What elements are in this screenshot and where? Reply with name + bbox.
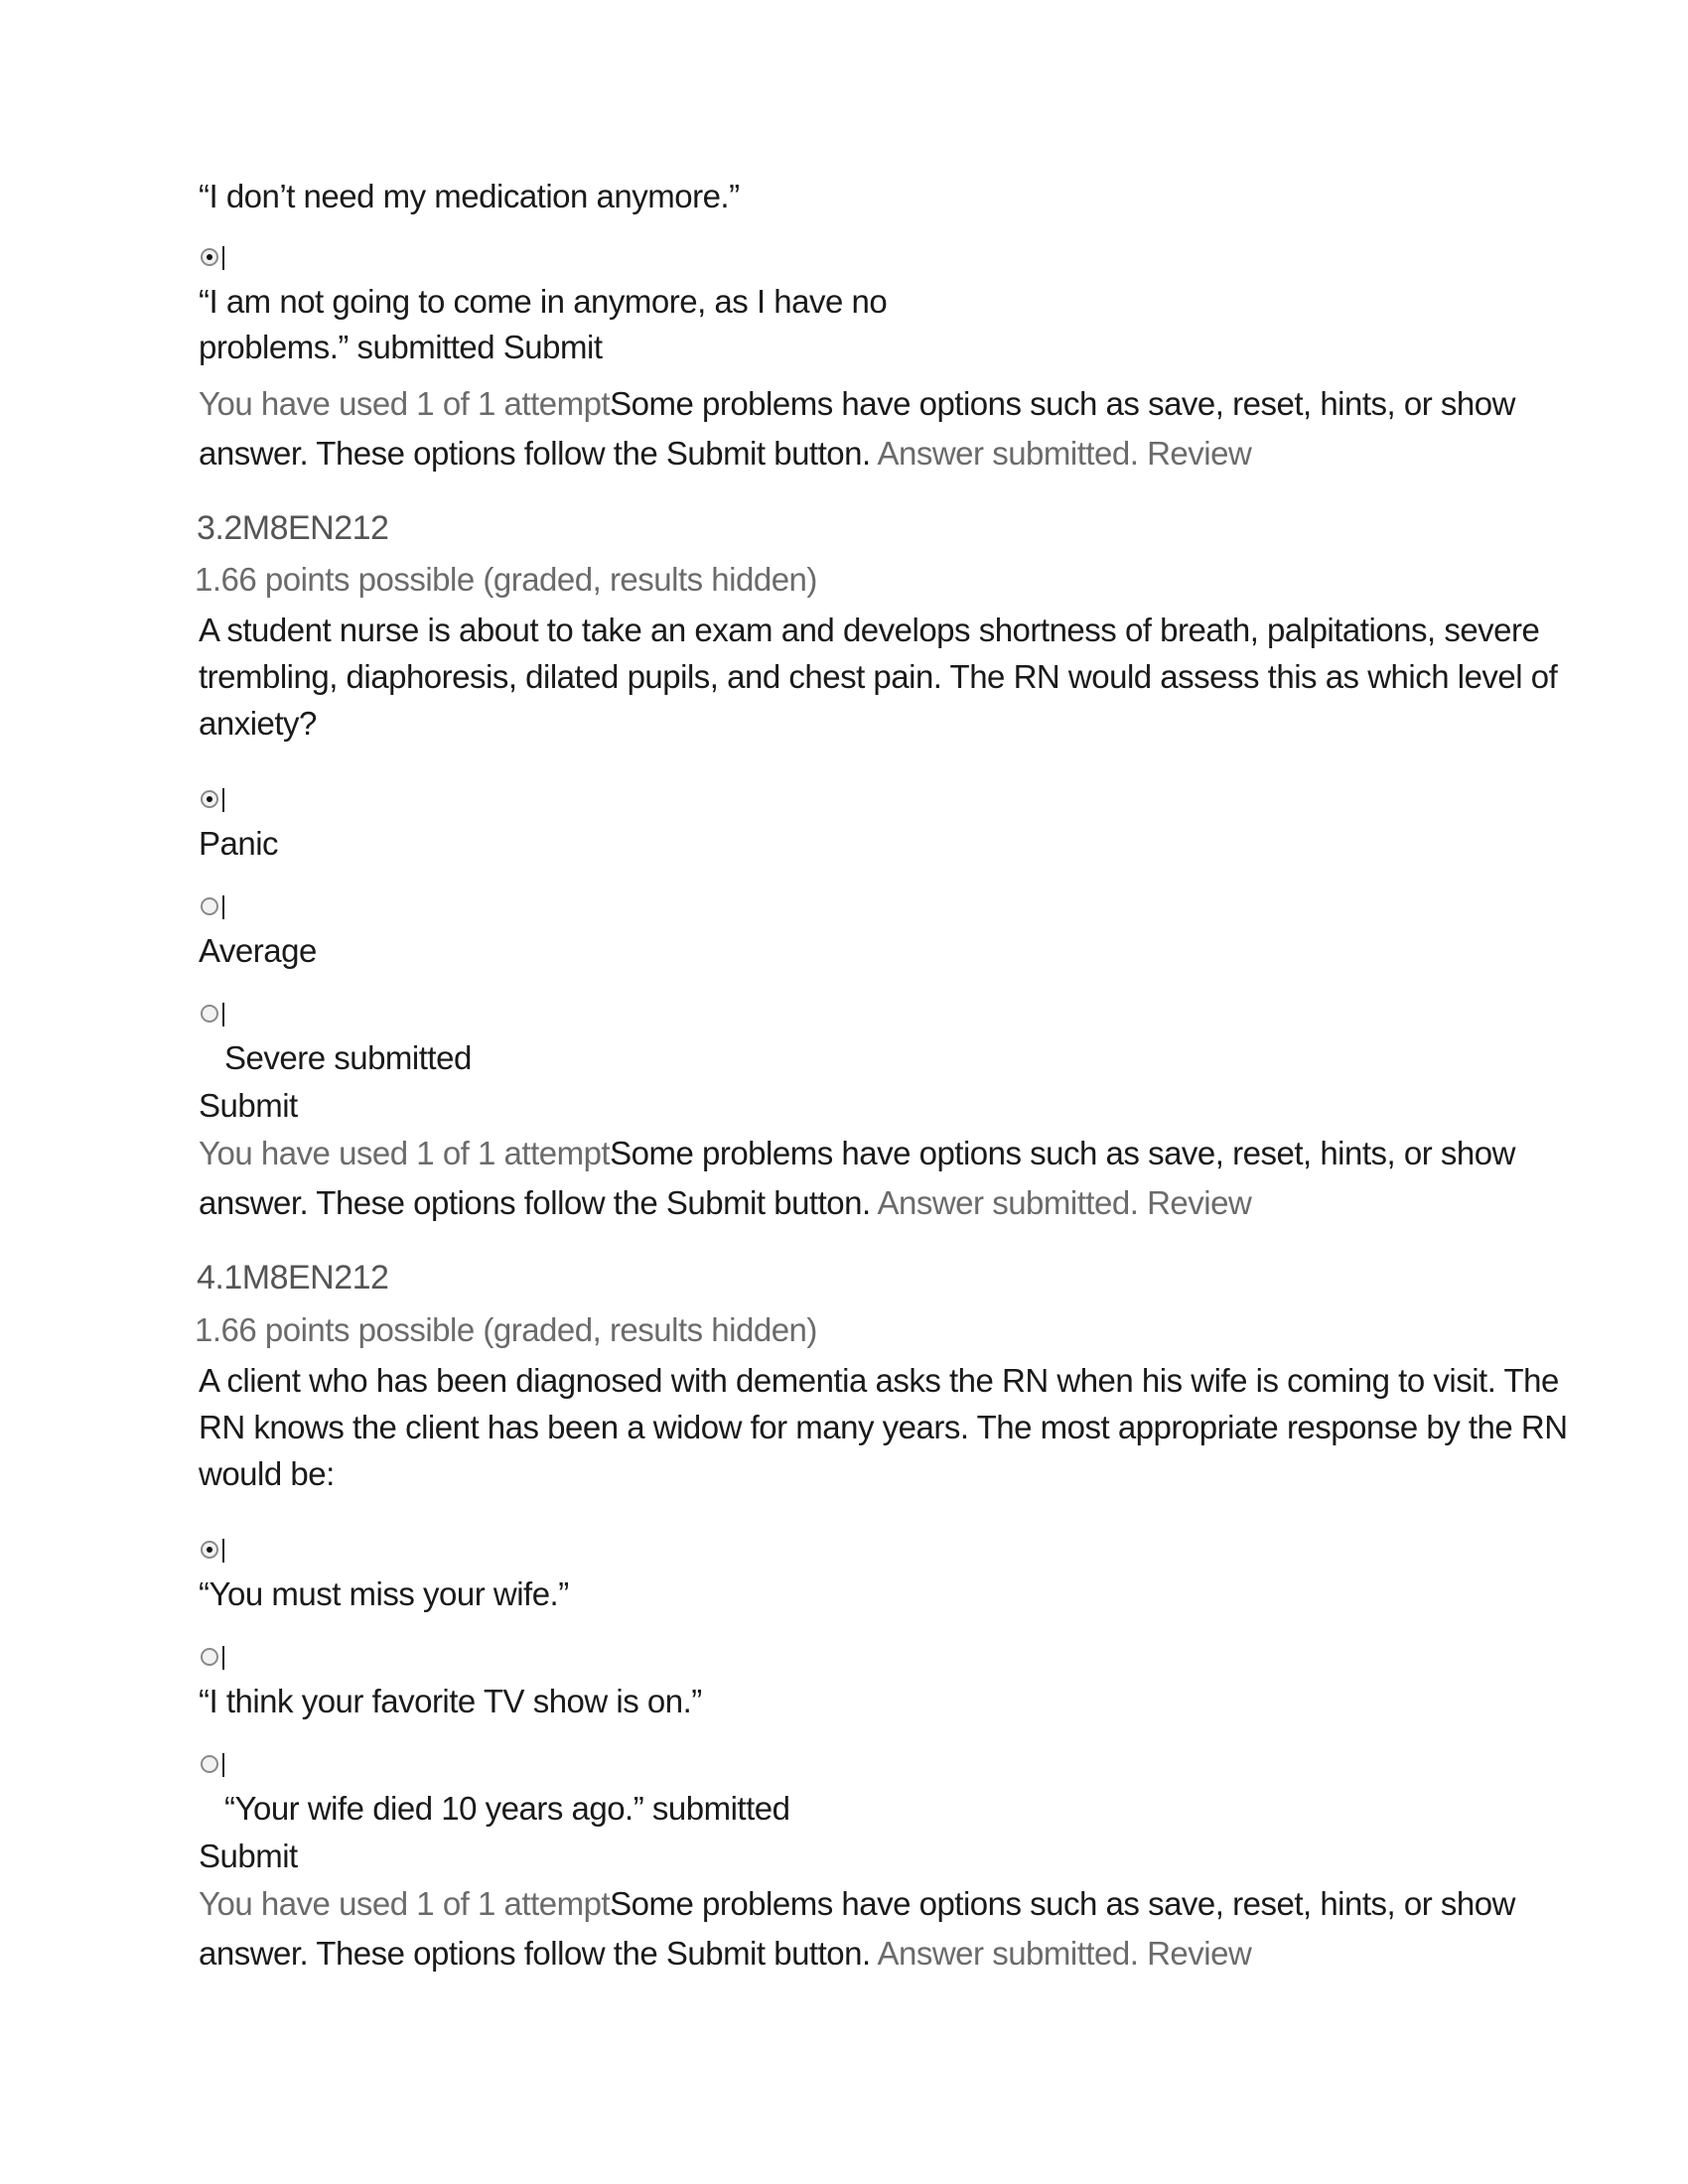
q2-option-text-prev: “I don’t need my medication anymore.”: [199, 178, 740, 214]
q3-submit-button[interactable]: Submit: [199, 1087, 298, 1124]
q2-hint-line2: [199, 432, 1251, 476]
q3-status: Answer submitted. Review: [870, 1184, 1252, 1221]
radio-unselected-icon: [201, 1755, 218, 1773]
q3-attempts-count: You have used 1 of 1 attempt: [199, 1135, 611, 1171]
q4-question-line3: would be:: [199, 1455, 335, 1492]
q2-attempts-count: You have used 1 of 1 attempt: [199, 385, 611, 422]
q4-points: 1.66 points possible (graded, results hidden): [195, 1311, 817, 1348]
q3-question-line3: anxiety?: [199, 705, 317, 742]
q2-option-text-selected-line1: “I am not going to come in anymore, as I have no: [199, 283, 888, 320]
q3-number: 3.2M8EN212: [197, 509, 389, 547]
radio-selected-icon: [201, 790, 218, 808]
q4-attempts-count: You have used 1 of 1 attempt: [199, 1885, 611, 1922]
q3-radio-average[interactable]: [201, 893, 230, 923]
q3-points: 1.66 points possible (graded, results hidden): [195, 561, 817, 598]
q3-hint-line2: [199, 1181, 1251, 1225]
radio-unselected-icon: [201, 897, 218, 915]
q4-number: 4.1M8EN212: [197, 1259, 389, 1297]
q3-question-line1: A student nurse is about to take an exam and develops shortness of breath, palpitations, severe: [199, 612, 1540, 648]
radio-unselected-icon: [201, 1005, 218, 1023]
q4-option-tv-show: “I think your favorite TV show is on.”: [199, 1683, 702, 1719]
q4-radio-wife-died[interactable]: [201, 1751, 230, 1781]
q4-option-miss-wife: “You must miss your wife.”: [199, 1575, 569, 1612]
q4-question-line2: RN knows the client has been a widow for many years. The most appropriate response by the RN: [199, 1409, 1568, 1445]
q4-hint-line2: [199, 1932, 1251, 1976]
q3-option-panic: Panic: [199, 825, 279, 862]
q4-attempts-hint-line1: [199, 1882, 1515, 1926]
q4-radio-miss-wife[interactable]: [201, 1537, 230, 1567]
q3-attempts-hint-line1: [199, 1132, 1515, 1175]
radio-selected-icon: [201, 248, 218, 266]
q3-hint-text: Some problems have options such as save, reset, hints, or show: [610, 1135, 1515, 1171]
q4-hint-text: Some problems have options such as save, reset, hints, or show: [610, 1885, 1515, 1922]
q4-status: Answer submitted. Review: [870, 1935, 1252, 1972]
q3-radio-severe[interactable]: [201, 1001, 230, 1030]
q4-option-wife-died: “Your wife died 10 years ago.” submitted: [224, 1790, 790, 1827]
radio-unselected-icon: [201, 1648, 218, 1666]
q4-hint-text-2: answer. These options follow the Submit button.: [199, 1935, 871, 1972]
q2-status: Answer submitted. Review: [870, 435, 1252, 472]
q2-radio-selected[interactable]: [201, 244, 230, 274]
q3-question-line2: trembling, diaphoresis, dilated pupils, and chest pain. The RN would assess this as which level of: [199, 658, 1558, 695]
q4-submit-button[interactable]: Submit: [199, 1838, 298, 1874]
q3-radio-panic[interactable]: [201, 786, 230, 816]
q2-option-text-selected-line2: problems.” submitted Submit: [199, 329, 603, 365]
q2-attempts-hint-line1: [199, 382, 1515, 426]
q3-option-severe: Severe submitted: [224, 1039, 472, 1076]
q2-hint-text-2: answer. These options follow the Submit button.: [199, 435, 871, 472]
q2-hint-text: Some problems have options such as save, reset, hints, or show: [610, 385, 1515, 422]
q4-radio-tv-show[interactable]: [201, 1644, 230, 1674]
q3-option-average: Average: [199, 932, 317, 969]
q4-question-line1: A client who has been diagnosed with dementia asks the RN when his wife is coming to visit. The: [199, 1362, 1559, 1399]
radio-selected-icon: [201, 1541, 218, 1559]
q3-hint-text-2: answer. These options follow the Submit button.: [199, 1184, 871, 1221]
